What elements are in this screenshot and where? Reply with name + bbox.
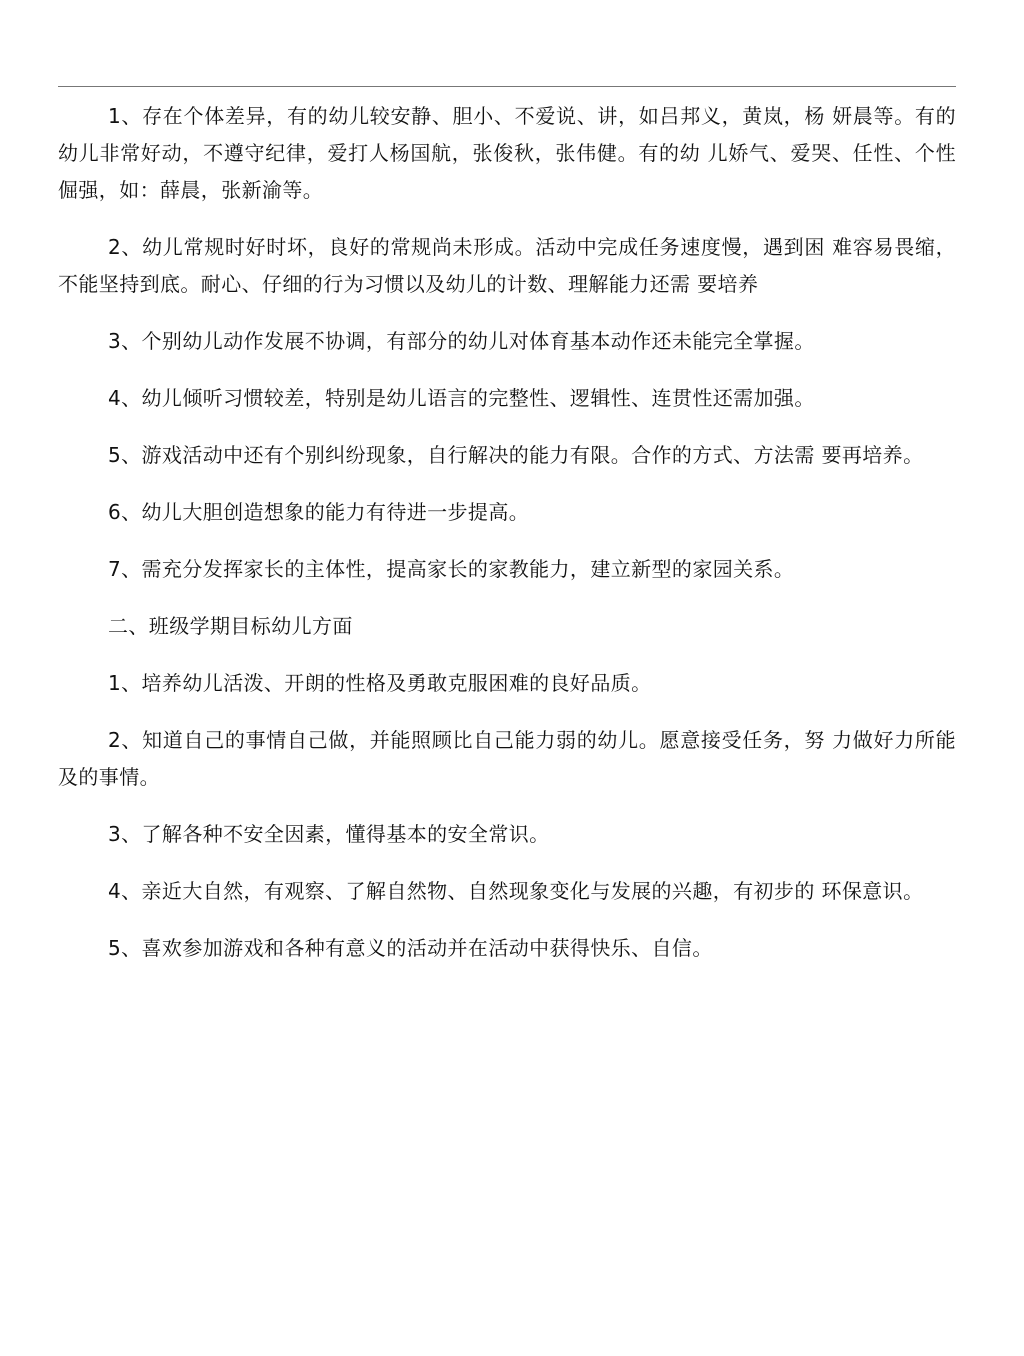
paragraph-1: 1、存在个体差异，有的幼儿较安静、胆小、不爱说、讲，如吕邦义，黄岚，杨 妍晨等。有的幼儿非常好动，不遵守纪律，爱打人杨国航，张俊秋，张伟健。有的幼 儿娇气、爱哭、任性、个性倔强，如：薛晨，张新渝等。 — [58, 104, 956, 202]
goal-1: 1、培养幼儿活泼、开朗的性格及勇敢克服困难的良好品质。 — [108, 671, 652, 695]
section-heading: 二、班级学期目标幼儿方面 — [108, 614, 353, 638]
paragraph-7: 7、需充分发挥家长的主体性，提高家长的家教能力，建立新型的家园关系。 — [108, 557, 795, 581]
goal-4: 4、亲近大自然，有观察、了解自然物、自然现象变化与发展的兴趣，有初步的 环保意识。 — [108, 879, 924, 903]
document-body — [58, 98, 956, 987]
header-divider — [58, 86, 956, 87]
goal-3: 3、了解各种不安全因素，懂得基本的安全常识。 — [108, 822, 550, 846]
goal-2: 2、知道自己的事情自己做，并能照顾比自己能力弱的幼儿。愿意接受任务，努 力做好力所能及的事情。 — [58, 728, 956, 789]
paragraph-2: 2、幼儿常规时好时坏，良好的常规尚未形成。活动中完成任务速度慢，遇到困 难容易畏缩，不能坚持到底。耐心、仔细的行为习惯以及幼儿的计数、理解能力还需 要培养 — [58, 235, 956, 296]
paragraph-6: 6、幼儿大胆创造想象的能力有待进一步提高。 — [108, 500, 530, 524]
paragraph-3: 3、个别幼儿动作发展不协调，有部分的幼儿对体育基本动作还未能完全掌握。 — [108, 329, 815, 353]
paragraph-4: 4、幼儿倾听习惯较差，特别是幼儿语言的完整性、逻辑性、连贯性还需加强。 — [108, 386, 815, 410]
paragraph-5: 5、游戏活动中还有个别纠纷现象，自行解决的能力有限。合作的方式、方法需 要再培养。 — [108, 443, 924, 467]
goal-5: 5、喜欢参加游戏和各种有意义的活动并在活动中获得快乐、自信。 — [108, 936, 713, 960]
